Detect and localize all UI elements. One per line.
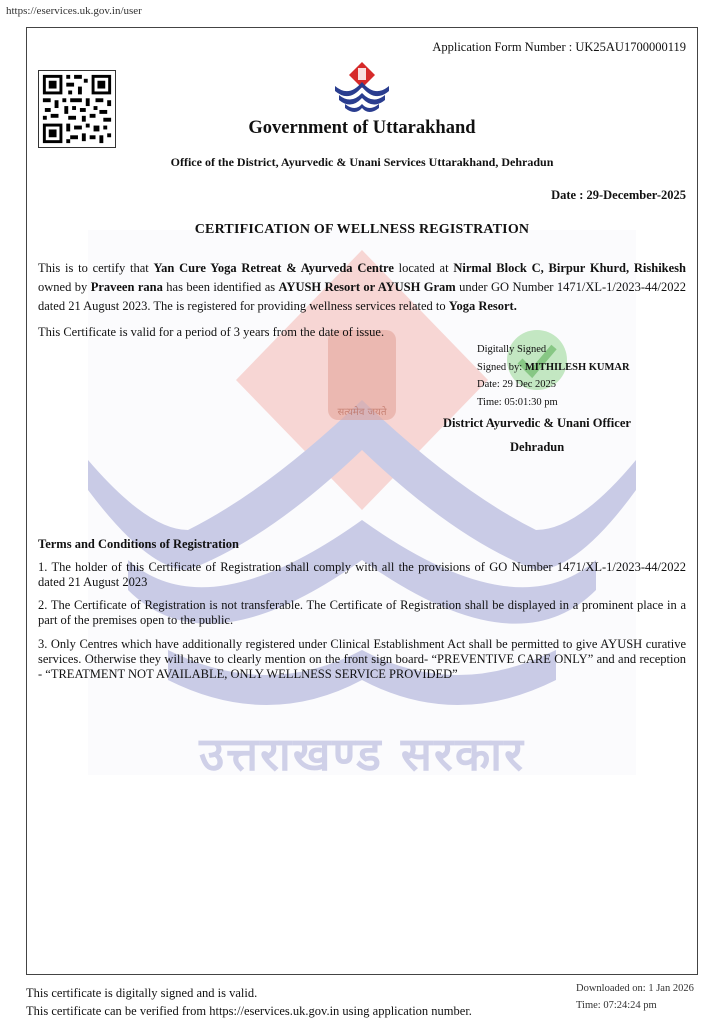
term-item: 3. Only Centres which have additionally registered under Clinical Establishment Act shall be permitted to give AYUSH curative services. Otherwise they will have to clearly mention on the front sign board- “PREVENTIVE CARE ONLY” and and reception - “TREATMENT NOT AVAILABLE, ONLY WELLNESS SERVICE PROVIDED” <box>38 637 686 681</box>
download-time: Time: 07:24:24 pm <box>576 1000 657 1011</box>
certificate-date: Date : 29-December-2025 <box>551 188 686 202</box>
digitally-signed-label: Digitally Signed <box>477 344 547 355</box>
footer-notice <box>26 984 472 1020</box>
centre-location: Nirmal Block C, Birpur Khurd, Rishikesh <box>453 261 686 275</box>
term-item: 2. The Certificate of Registration is not transferable. The Certificate of Registration shall be displayed in a prominent place in a part of the premises open to the public. <box>38 598 686 627</box>
office-name: Office of the District, Ayurvedic & Unani Services Uttarakhand, Dehradun <box>170 155 554 169</box>
signature-time: Time: 05:01:30 pm <box>477 396 558 408</box>
validity-text: This Certificate is valid for a period of 3 years from the date of issue. <box>38 325 385 339</box>
service-type: Yoga Resort. <box>448 299 517 313</box>
signature-date: Date: 29 Dec 2025 <box>477 379 557 390</box>
term-item: 1. The holder of this Certificate of Registration shall comply with all the provisions of GO Number 1471/XL-1/2023-44/2022 dated 21 August 2023 <box>38 560 686 589</box>
footer-line-1: This certificate is digitally signed and is valid. <box>26 986 258 1000</box>
watermark-text: उत्तराखण्ड सरकार <box>199 727 525 781</box>
officer-city: Dehradun <box>510 440 565 454</box>
footer-line-2: This certificate can be verified from https://eservices.uk.gov.in using application number. <box>26 1004 472 1018</box>
category: AYUSH Resort or AYUSH Gram <box>278 280 456 294</box>
signed-by: Signed by: MITHILESH KUMAR <box>477 361 630 373</box>
watermark-motto: सत्यमेव जयते <box>337 407 387 418</box>
signer-name: MITHILESH KUMAR <box>524 361 630 373</box>
officer-designation: District Ayurvedic & Unani Officer <box>443 416 631 430</box>
application-form-number: Application Form Number : UK25AU1700000119 <box>432 40 686 54</box>
government-title: Government of Uttarakhand <box>248 118 476 138</box>
owner-name: Praveen rana <box>90 280 163 294</box>
browser-url: https://eservices.uk.gov.in/user <box>6 5 142 17</box>
certificate-title: CERTIFICATION OF WELLNESS REGISTRATION <box>194 222 530 237</box>
downloaded-on: Downloaded on: 1 Jan 2026 <box>576 983 694 994</box>
uttarakhand-emblem-icon <box>331 60 393 116</box>
download-info <box>576 980 694 1014</box>
centre-name: Yan Cure Yoga Retreat & Ayurveda Centre <box>153 261 394 275</box>
certification-paragraph: This is to certify that Yan Cure Yoga Retreat & Ayurveda Centre located at Nirmal Block C, Birpur Khurd, Rishikesh owned by Praveen rana has been identified as AYUSH Resort or AYUSH Gram under GO Number 1471/XL-1/2023-44/2022 dated 21 August 2023. The is registered for providing wellness services related to Yoga Resort. <box>38 261 687 313</box>
digital-signature-block <box>477 341 630 411</box>
terms-heading: Terms and Conditions of Registration <box>38 537 239 551</box>
